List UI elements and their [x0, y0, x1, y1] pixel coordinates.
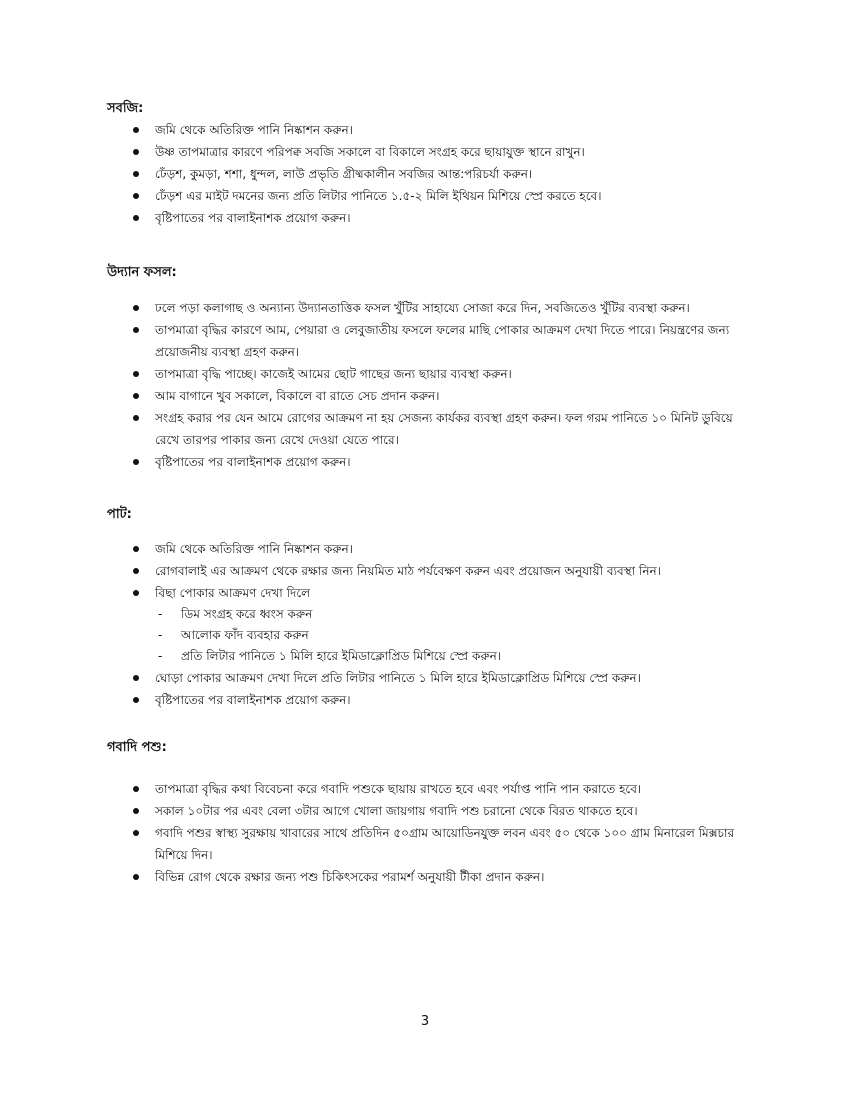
horticulture-list	[0, 297, 850, 473]
section-heading-livestock: গবাদি পশু:	[107, 740, 167, 755]
list-item: ঢেঁড়শ এর মাইট দমনের জন্য প্রতি লিটার পানিতে ১.৫-২ মিলি ইথিয়ন মিশিয়ে স্প্রে করতে হবে।	[0, 185, 755, 207]
list-item-text: বিছা পোকার আক্রমণ দেখা দিলে	[155, 586, 311, 600]
section-heading-horticulture: উদ্যান ফসল:	[107, 265, 177, 280]
sub-list-item: - আলোক ফাঁদ ব্যবহার করুন	[155, 625, 755, 646]
list-item: ঘোড়া পোকার আক্রমণ দেখা দিলে প্রতি লিটার পানিতে ১ মিলি হারে ইমিডাক্লোপ্রিড মিশিয়ে স্প্রে করুন।	[0, 667, 755, 689]
list-item: সকাল ১০টার পর এবং বেলা ৩টার আগে খোলা জায়গায় গবাদি পশু চরানো থেকে বিরত থাকতে হবে।	[0, 800, 755, 822]
sub-list-item: - ডিম সংগ্রহ করে ধ্বংস করুন	[155, 604, 755, 625]
sub-list-item: - প্রতি লিটার পানিতে ১ মিলি হারে ইমিডাক্লোপ্রিড মিশিয়ে স্প্রে করুন।	[155, 646, 755, 667]
list-item: তাপমাত্রা বৃদ্ধি পাচ্ছে। কাজেই আমের ছোট গাছের জন্য ছায়ার ব্যবস্থা করুন।	[0, 363, 755, 385]
list-item: আম বাগানে খুব সকালে, বিকালে বা রাতে সেচ প্রদান করুন।	[0, 385, 755, 407]
list-item: উষ্ণ তাপমাত্রার কারণে পরিপক্ব সবজি সকালে বা বিকালে সংগ্রহ করে ছায়াযুক্ত স্থানে রাখুন।	[0, 141, 755, 163]
livestock-list	[0, 778, 850, 888]
list-item: জমি থেকে অতিরিক্ত পানি নিষ্কাশন করুন।	[0, 538, 755, 560]
list-item: বৃষ্টিপাতের পর বালাইনাশক প্রয়োগ করুন।	[0, 689, 755, 711]
sub-list	[155, 604, 755, 667]
list-item: ঢলে পড়া কলাগাছ ও অন্যান্য উদ্যানতাত্তিক ফসল খুঁটির সাহায্যে সোজা করে দিন, সবজিতেও খুঁটির ব্যবস্থা করুন।	[0, 297, 755, 319]
list-item: গবাদি পশুর স্বাস্থ্য সুরক্ষায় খাবারের সাথে প্রতিদিন ৫০গ্রাম আয়োডিনযুক্ত লবন এবং ৫০ থেকে ১০০ গ্রাম মিনারেল মিক্সচার মিশিয়ে দিন।	[0, 822, 755, 866]
section-heading-vegetables: সবজি:	[107, 101, 144, 116]
list-item: রোগবালাই এর আক্রমণ থেকে রক্ষার জন্য নিয়মিত মাঠ পর্যবেক্ষণ করুন এবং প্রয়োজন অনুযায়ী ব্যবস্থা নিন।	[0, 560, 755, 582]
list-item: তাপমাত্রা বৃদ্ধির কথা বিবেচনা করে গবাদি পশুকে ছায়ায় রাখতে হবে এবং পর্যাপ্ত পানি পান করাতে হবে।	[0, 778, 755, 800]
list-item: বৃষ্টিপাতের পর বালাইনাশক প্রয়োগ করুন।	[0, 207, 755, 229]
list-item: তাপমাত্রা বৃদ্ধির কারণে আম, পেয়ারা ও লেবুজাতীয় ফসলে ফলের মাছি পোকার আক্রমণ দেখা দিতে পারে। নিয়ন্ত্রণের জন্য প্রয়োজনীয় ব্যবস্থা গ্রহণ করুন।	[0, 319, 755, 363]
section-heading-jute: পাট:	[107, 507, 132, 522]
list-item: বৃষ্টিপাতের পর বালাইনাশক প্রয়োগ করুন।	[0, 451, 755, 473]
list-item	[0, 582, 755, 667]
list-item: ঢেঁড়শ, কুমড়া, শশা, ধুন্দল, লাউ প্রভৃতি গ্রীষ্মকালীন সবজির আন্ত:পরিচর্যা করুন।	[0, 163, 755, 185]
list-item: সংগ্রহ করার পর যেন আমে রোগের আক্রমণ না হয় সেজন্য কার্যকর ব্যবস্থা গ্রহণ করুন। ফল গরম পানিতে ১০ মিনিট ডুবিয়ে রেখে তারপর পাকার জন্য রেখে দেওয়া যেতে পারে।	[0, 407, 755, 451]
list-item: বিভিন্ন রোগ থেকে রক্ষার জন্য পশু চিকিৎসকের পরামর্শ অনুযায়ী টীকা প্রদান করুন।	[0, 866, 755, 888]
vegetables-list	[0, 119, 850, 229]
jute-list	[0, 538, 850, 711]
list-item: জমি থেকে অতিরিক্ত পানি নিষ্কাশন করুন।	[0, 119, 755, 141]
page-number: 3	[420, 1014, 430, 1029]
